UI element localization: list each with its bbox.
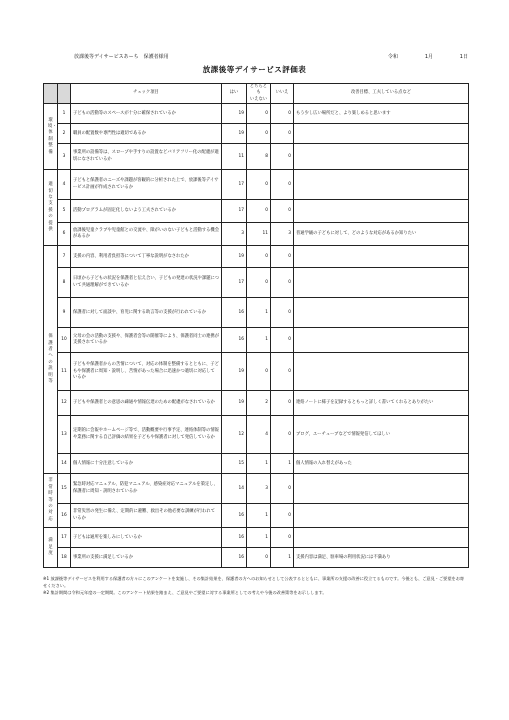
- row-neither: 1: [247, 454, 271, 474]
- row-item: 個人情報に十分注意しているか: [71, 454, 222, 474]
- table-row: [44, 416, 469, 454]
- row-number: 3: [58, 144, 71, 170]
- header-yes: はい: [222, 84, 247, 104]
- table-row: [44, 298, 469, 328]
- row-neither: 0: [247, 170, 271, 200]
- row-yes: 16: [222, 504, 247, 528]
- row-neither: 1: [247, 528, 271, 548]
- row-item: 非常災害の発生に備え、定期的に避難、救出その他必要な訓練が行われているか: [71, 504, 222, 528]
- row-remark: [294, 298, 469, 328]
- category-env: 環境・体制整備: [44, 104, 58, 170]
- row-yes: 19: [222, 246, 247, 268]
- row-no: 0: [271, 391, 294, 416]
- row-yes: 17: [222, 200, 247, 223]
- table-row: [44, 246, 469, 268]
- row-neither: 0: [247, 104, 271, 124]
- row-number: 13: [58, 416, 71, 454]
- table-row: [44, 353, 469, 391]
- row-no: 0: [271, 246, 294, 268]
- row-neither: 0: [247, 200, 271, 223]
- row-remark: [294, 268, 469, 298]
- row-yes: 15: [222, 454, 247, 474]
- row-item: 子どもや保護者からの苦情について、対応の体制を整備するとともに、子どもや保護者に周知・説明し、苦情があった場合に迅速かつ適切に対応しているか: [71, 353, 222, 391]
- row-number: 11: [58, 353, 71, 391]
- row-number: 18: [58, 548, 71, 568]
- row-yes: 16: [222, 528, 247, 548]
- row-item: 子どもや保護者との意思の疎通や情報伝達のための配慮がなされているか: [71, 391, 222, 416]
- row-number: 14: [58, 454, 71, 474]
- row-item: 緊急時対応マニュアル、防犯マニュアル、感染症対応マニュアルを策定し、保護者に周知・説明されているか: [71, 474, 222, 504]
- table-row: [44, 144, 469, 170]
- row-neither: 8: [247, 144, 271, 170]
- row-number: 15: [58, 474, 71, 504]
- row-number: 12: [58, 391, 71, 416]
- header-date: [388, 53, 468, 60]
- row-yes: 17: [222, 268, 247, 298]
- row-number: 1: [58, 104, 71, 124]
- table-row: [44, 391, 469, 416]
- row-item: 活動プログラムが固定化しないよう工夫されているか: [71, 200, 222, 223]
- table-row: [44, 223, 469, 246]
- row-number: 4: [58, 170, 71, 200]
- row-neither: 0: [247, 548, 271, 568]
- row-item: 職員の配置数や専門性は適切であるか: [71, 124, 222, 144]
- row-remark: [294, 353, 469, 391]
- row-neither: 11: [247, 223, 271, 246]
- table-row: [44, 474, 469, 504]
- row-item: 子どもは通所を楽しみにしているか: [71, 528, 222, 548]
- row-no: 0: [271, 268, 294, 298]
- row-remark: [294, 124, 469, 144]
- row-remark: [294, 144, 469, 170]
- row-number: 9: [58, 298, 71, 328]
- row-remark: もう少し広い場所だと、より楽しめると思います: [294, 104, 469, 124]
- row-remark: [294, 528, 469, 548]
- row-remark: [294, 170, 469, 200]
- row-yes: 19: [222, 391, 247, 416]
- row-no: 0: [271, 124, 294, 144]
- table-header-row: [44, 84, 469, 104]
- row-no: 0: [271, 200, 294, 223]
- table-row: [44, 454, 469, 474]
- table-row: [44, 548, 469, 568]
- row-no: 0: [271, 416, 294, 454]
- row-number: 5: [58, 200, 71, 223]
- category-emergency: 非常時等の対応: [44, 474, 58, 528]
- row-neither: 4: [247, 416, 271, 454]
- row-neither: 0: [247, 353, 271, 391]
- table-row: [44, 200, 469, 223]
- row-yes: 16: [222, 328, 247, 353]
- date-era: 令和: [388, 54, 399, 60]
- header-no: いいえ: [271, 84, 294, 104]
- header-left: 放課後等デイサービスあーち 保護者様用: [74, 54, 169, 60]
- row-number: 6: [58, 223, 71, 246]
- header-check-item: チェック項目: [71, 84, 222, 104]
- row-neither: 1: [247, 328, 271, 353]
- row-no: 0: [271, 298, 294, 328]
- row-remark: [294, 246, 469, 268]
- row-no: 0: [271, 528, 294, 548]
- footnotes: [43, 575, 468, 596]
- row-number: 2: [58, 124, 71, 144]
- row-yes: 12: [222, 416, 247, 454]
- table-row: [44, 104, 469, 124]
- row-remark: 個人情報の入れ替えがあった: [294, 454, 469, 474]
- row-no: 0: [271, 353, 294, 391]
- row-yes: 17: [222, 170, 247, 200]
- row-remark: 普通学級の子どもに対して、どのような対応があるか知りたい: [294, 223, 469, 246]
- date-month: 1月: [424, 54, 433, 60]
- row-no: 1: [271, 548, 294, 568]
- row-item: 事業所の設備等は、スロープや手すりの設置などバリアフリー化の配慮が適切になされているか: [71, 144, 222, 170]
- footnote: ※2 集計期間は令和元年度の一定期間。このアンケート結果を踏まえ、ご意見やご要望に対する事業所としての考えや今後の改善策等をお示しします。: [43, 590, 327, 595]
- row-yes: 14: [222, 474, 247, 504]
- row-item: 支援の内容、利用者負担等について丁寧な説明がなされたか: [71, 246, 222, 268]
- row-item: 日頃から子どもの状況を保護者と伝え合い、子どもの発達の状況や課題について共通理解ができているか: [71, 268, 222, 298]
- row-no: 0: [271, 144, 294, 170]
- row-item: 子どもと保護者のニーズや課題が客観的に分析された上で、放課後等デイサービス計画が作成されているか: [71, 170, 222, 200]
- row-yes: 19: [222, 353, 247, 391]
- row-remark: [294, 200, 469, 223]
- row-neither: 0: [247, 268, 271, 298]
- row-yes: 19: [222, 104, 247, 124]
- row-number: 7: [58, 246, 71, 268]
- category-satisfaction: 満足度: [44, 528, 58, 568]
- table-row: [44, 268, 469, 298]
- header-neither: どちらとも いえない: [247, 84, 271, 104]
- row-yes: 3: [222, 223, 247, 246]
- row-item: 定期的に会報やホームページ等で、活動概要や行事予定、連絡体制等の情報や業務に関する自己評価の結果を子どもや保護者に対して発信しているか: [71, 416, 222, 454]
- table-row: [44, 328, 469, 353]
- row-neither: 2: [247, 391, 271, 416]
- table-row: [44, 170, 469, 200]
- category-guardian: 保護者への説明等: [44, 246, 58, 474]
- row-item: 事業所の支援に満足しているか: [71, 548, 222, 568]
- category-proper: 適切な支援の提供: [44, 170, 58, 246]
- table-row: [44, 504, 469, 528]
- row-yes: 16: [222, 548, 247, 568]
- row-remark: ブログ、ユーチューブなどで情報発信してほしい: [294, 416, 469, 454]
- row-remark: [294, 328, 469, 353]
- header-category: [44, 84, 58, 104]
- row-remark: 支援内容は満足、駐車場の利用状況には不満あり: [294, 548, 469, 568]
- row-yes: 19: [222, 124, 247, 144]
- footnote: ※1 放課後等デイサービスを利用する保護者の方々にこのアンケートを実施し、その集計結果を、保護者の方へのお知らせとして公表するとともに、事業所の支援の改善に役立てるものです。今後とも、ご意見・ご要望をお寄せください。: [43, 576, 465, 588]
- row-number: 17: [58, 528, 71, 548]
- row-item: 父母の会の活動の支援や、保護者会等の開催等により、保護者同士の連携が支援されているか: [71, 328, 222, 353]
- row-number: 10: [58, 328, 71, 353]
- row-no: 0: [271, 474, 294, 504]
- table-row: [44, 528, 469, 548]
- header-remark: 改善目標、工夫している点など: [294, 84, 469, 104]
- row-no: 0: [271, 328, 294, 353]
- row-neither: 3: [247, 474, 271, 504]
- row-neither: 1: [247, 504, 271, 528]
- row-remark: [294, 504, 469, 528]
- row-neither: 0: [247, 124, 271, 144]
- row-no: 0: [271, 104, 294, 124]
- row-item: 子どもの活動等のスペースが十分に確保されているか: [71, 104, 222, 124]
- row-remark: [294, 474, 469, 504]
- row-item: 保護者に対して面談や、育児に関する助言等の支援が行われているか: [71, 298, 222, 328]
- row-remark: 連絡ノートに様子を記録するともっと詳しく書いてくれるとありがたい: [294, 391, 469, 416]
- row-item: 放課後児童クラブや児童館との交流や、障がいのない子どもと活動する機会があるか: [71, 223, 222, 246]
- row-neither: 1: [247, 298, 271, 328]
- row-no: 1: [271, 454, 294, 474]
- page-title: 放課後等デイサービス評価表: [202, 65, 307, 74]
- row-yes: 16: [222, 298, 247, 328]
- table-row: [44, 124, 469, 144]
- row-no: 0: [271, 504, 294, 528]
- date-day: 1日: [459, 54, 468, 60]
- header-number: [58, 84, 71, 104]
- row-no: 0: [271, 170, 294, 200]
- row-yes: 11: [222, 144, 247, 170]
- evaluation-table: [43, 83, 469, 568]
- row-number: 16: [58, 504, 71, 528]
- row-neither: 0: [247, 246, 271, 268]
- row-no: 3: [271, 223, 294, 246]
- row-number: 8: [58, 268, 71, 298]
